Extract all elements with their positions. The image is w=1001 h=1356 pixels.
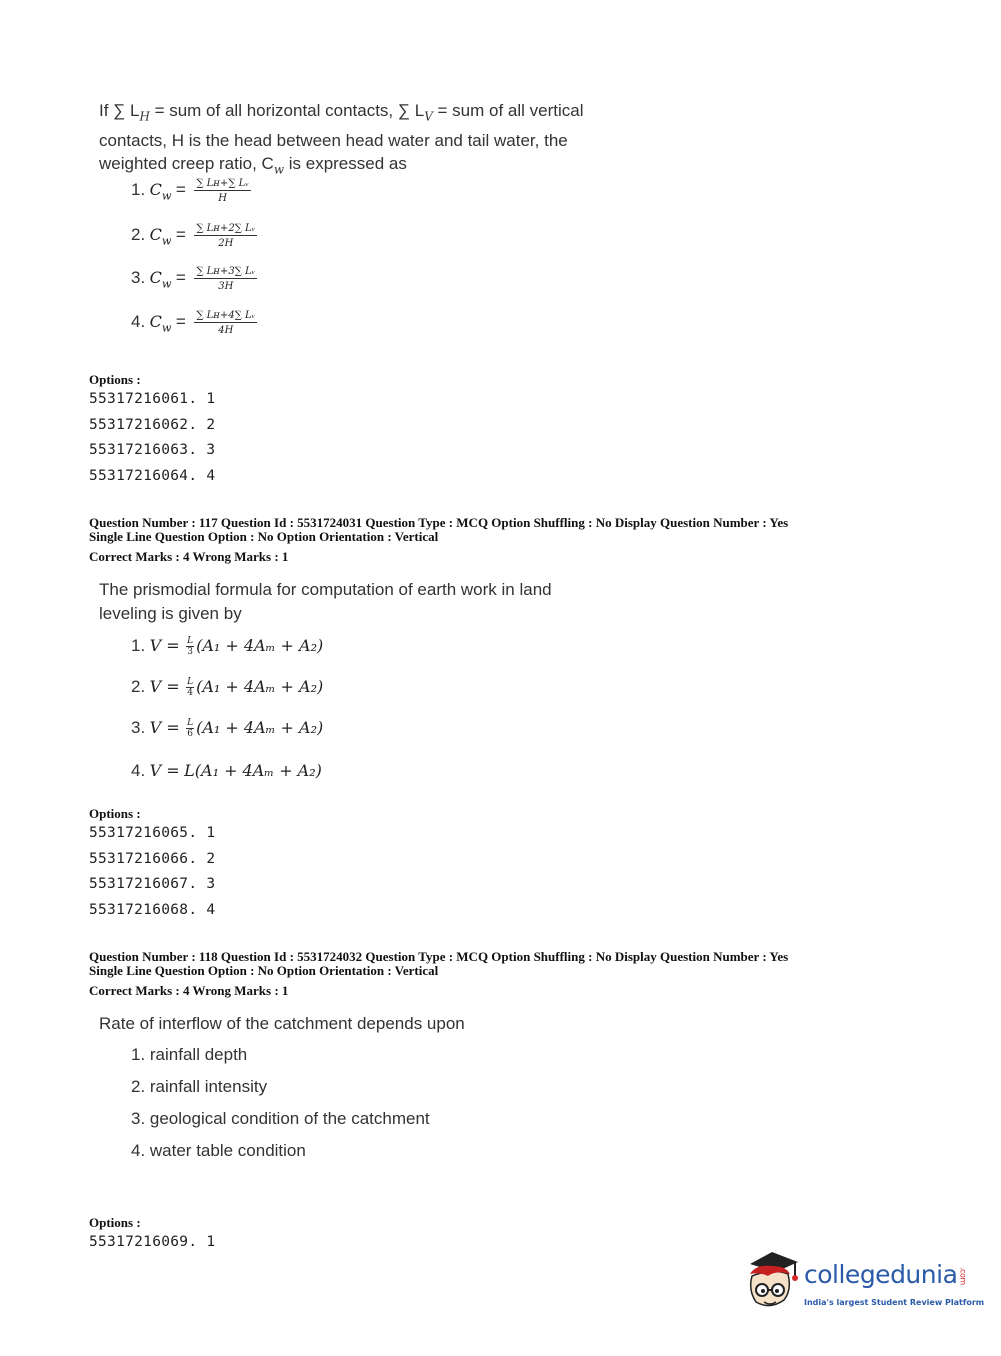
q118-choice: 1. rainfall depth <box>131 1045 248 1064</box>
fraction-numerator: ∑ Lʜ+3∑ Lᵥ <box>196 266 256 277</box>
choice-number: 3. <box>131 718 146 737</box>
fraction-numerator: ∑ Lʜ+∑ Lᵥ <box>196 178 249 189</box>
q118-options-label: Options : <box>89 1215 141 1230</box>
q118-meta-line3: Correct Marks : 4 Wrong Marks : 1 <box>89 983 289 998</box>
q116-line1-a: If ∑ L <box>99 101 140 120</box>
option-code: 55317216066. 2 <box>89 850 216 867</box>
q118-choices <box>131 1045 430 1173</box>
brand-suffix: .com <box>958 1267 968 1285</box>
choice-lhs: V = <box>149 718 180 737</box>
choice-lhs-sub: w <box>161 321 172 335</box>
q118-meta-line2: Single Line Question Option : No Option Orientation : Vertical <box>89 963 439 978</box>
choice-fraction <box>186 637 194 657</box>
option-code: 55317216067. 3 <box>89 876 216 892</box>
choice-equals: = <box>175 180 186 200</box>
choice-equals: = <box>175 225 186 245</box>
q117-text-line1: The prismodial formula for computation of earth work in land <box>99 580 552 599</box>
choice-number: 1. <box>131 636 146 655</box>
collegedunia-logo <box>742 1250 985 1320</box>
q117-choice <box>131 718 323 739</box>
q118-options-list <box>89 1234 215 1250</box>
q117-choice <box>131 761 322 781</box>
choice-lhs-sub: w <box>161 234 172 248</box>
q118-choice: 3. geological condition of the catchment <box>131 1109 430 1128</box>
q116-choice <box>131 223 257 263</box>
choice-lhs: C <box>149 180 162 200</box>
q116-text-line2: contacts, H is the head between head water and tail water, the <box>99 130 568 150</box>
choice-number: 3. <box>131 268 146 288</box>
choice-lhs: V = <box>149 677 180 696</box>
q116-text-line1 <box>99 99 619 129</box>
option-code: 55317216065. 1 <box>89 825 216 841</box>
q116-line1-end: = sum of all vertical <box>432 101 584 120</box>
q117-meta-line2: Single Line Question Option : No Option Orientation : Vertical <box>89 529 439 544</box>
q117-options-list <box>89 825 215 927</box>
fraction-numerator: L <box>187 717 194 728</box>
q116-line3-a: weighted creep ratio, C <box>99 154 274 174</box>
q116-line1-sub1: H <box>139 109 150 124</box>
q118-meta-line1: Question Number : 118 Question Id : 5531724032 Question Type : MCQ Option Shuffling : No Display Question Number : Yes <box>89 949 789 964</box>
q117-text <box>99 578 552 625</box>
option-code: 55317216062. 2 <box>89 416 216 433</box>
q116-options-list <box>89 391 215 493</box>
choice-number: 4. <box>131 761 146 780</box>
choice-fraction <box>194 266 257 292</box>
choice-number: 2. <box>131 677 146 696</box>
choice-lhs-sub: w <box>161 189 172 203</box>
choice-equals: = <box>175 312 186 332</box>
q117-choice <box>131 636 323 657</box>
choice-rhs: (A₁ + 4Aₘ + A₂) <box>196 636 324 655</box>
q117-options-label: Options : <box>89 806 141 821</box>
q117-text-line2: leveling is given by <box>99 603 242 623</box>
fraction-denominator: 6 <box>187 728 193 739</box>
q116-line1-sub2: V <box>424 109 433 124</box>
option-code: 55317216063. 3 <box>89 442 216 458</box>
fraction-numerator: ∑ Lʜ+4∑ Lᵥ <box>196 310 256 321</box>
option-code: 55317216068. 4 <box>89 901 216 918</box>
choice-fraction <box>194 223 257 249</box>
q118-choice: 4. water table condition <box>131 1141 306 1160</box>
choice-lhs: C <box>149 225 162 245</box>
choice-number: 2. <box>131 225 146 245</box>
q116-choice <box>131 178 251 218</box>
q118-meta <box>89 950 788 998</box>
option-code: 55317216061. 1 <box>89 391 216 407</box>
fraction-denominator: 3 <box>187 646 193 657</box>
fraction-denominator: 4H <box>218 325 234 336</box>
fraction-numerator: ∑ Lʜ+2∑ Lᵥ <box>196 223 256 234</box>
brand-name <box>804 1260 967 1289</box>
fraction-numerator: L <box>187 676 194 687</box>
choice-fraction <box>186 719 194 739</box>
q118-text: Rate of interflow of the catchment depends upon <box>99 1014 465 1033</box>
option-code: 55317216069. 1 <box>89 1234 216 1250</box>
q116-options-label: Options : <box>89 372 141 387</box>
option-code: 55317216064. 4 <box>89 467 216 484</box>
q117-meta-line1: Question Number : 117 Question Id : 5531724031 Question Type : MCQ Option Shuffling : No Display Question Number : Yes <box>89 515 789 530</box>
choice-lhs: C <box>149 312 162 332</box>
q116-line3-b: is expressed as <box>284 154 407 174</box>
q117-meta <box>89 516 788 564</box>
choice-lhs: V = <box>149 636 180 655</box>
choice-lhs: C <box>149 268 162 288</box>
choice-number: 1. <box>131 180 146 200</box>
brand-name-text: collegedunia <box>804 1260 958 1289</box>
choice-fraction <box>194 310 257 336</box>
q116-choice <box>131 310 257 350</box>
choice-equals: = <box>175 268 186 288</box>
fraction-denominator: 4 <box>187 687 193 698</box>
choice-lhs-sub: w <box>161 277 172 291</box>
q118-choice: 2. rainfall intensity <box>131 1077 268 1096</box>
choice-fraction <box>186 678 194 698</box>
fraction-denominator: 2H <box>218 238 234 249</box>
q117-choice <box>131 677 323 698</box>
choice-rhs: (A₁ + 4Aₘ + A₂) <box>196 718 324 737</box>
fraction-denominator: H <box>218 193 228 204</box>
choice-lhs: V = <box>149 761 180 780</box>
fraction-numerator: L <box>187 635 194 646</box>
q117-meta-line3: Correct Marks : 4 Wrong Marks : 1 <box>89 549 289 564</box>
q116-choice <box>131 266 257 306</box>
choice-number: 4. <box>131 312 146 332</box>
mascot-icon <box>742 1250 802 1314</box>
choice-rhs: L(A₁ + 4Aₘ + A₂) <box>184 761 322 780</box>
q116-line1-mid: = sum of all horizontal contacts, ∑ L <box>149 101 425 120</box>
choice-rhs: (A₁ + 4Aₘ + A₂) <box>196 677 324 696</box>
fraction-denominator: 3H <box>218 281 234 292</box>
brand-tagline: India's largest Student Review Platform <box>804 1298 985 1307</box>
choice-fraction <box>194 178 251 204</box>
q116-text <box>99 99 619 182</box>
q116-line3-sub: w <box>273 162 285 177</box>
